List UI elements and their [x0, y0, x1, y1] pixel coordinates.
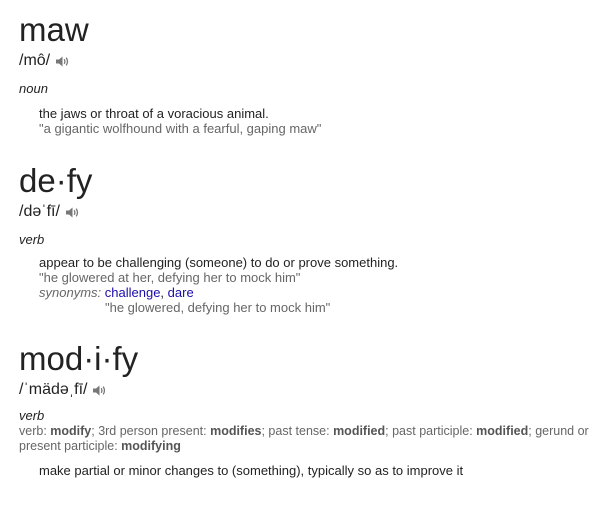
- synonym-separator: ,: [160, 285, 165, 300]
- pronunciation-row: [19, 202, 605, 222]
- form-value: modifying: [121, 439, 181, 453]
- entry-modify: [19, 341, 605, 478]
- form-label: ; past tense:: [261, 424, 334, 438]
- form-value: modified: [333, 424, 386, 438]
- example: "a gigantic wolfhound with a fearful, gaping maw": [39, 121, 322, 136]
- pronunciation: /ˈmädəˌfī/: [19, 381, 88, 398]
- part-of-speech: verb: [19, 232, 45, 247]
- part-of-speech: verb: [19, 408, 45, 423]
- definition: appear to be challenging (someone) to do or prove something.: [39, 255, 399, 270]
- headword: maw: [19, 11, 89, 48]
- entry-defy: [19, 163, 605, 315]
- definition: the jaws or throat of a voracious animal.: [39, 106, 269, 121]
- pronunciation-row: [19, 380, 605, 400]
- pronunciation: /dəˈfī/: [19, 203, 60, 220]
- form-label: verb:: [19, 424, 51, 438]
- form-label: ; gerund or present participle:: [19, 424, 589, 453]
- form-label: ; 3rd person present:: [91, 424, 211, 438]
- form-value: modified: [476, 424, 529, 438]
- entry-maw: [19, 12, 605, 136]
- headword: de·fy: [19, 162, 93, 199]
- pronunciation-row: [19, 51, 605, 71]
- synonym-link-dare[interactable]: dare: [167, 285, 194, 300]
- pronunciation: /mô/: [19, 52, 51, 69]
- headword: mod·i·fy: [19, 340, 139, 377]
- form-value: modify: [50, 424, 92, 438]
- speaker-icon[interactable]: [92, 384, 107, 397]
- speaker-icon[interactable]: [55, 55, 70, 68]
- synonym-example: "he glowered, defying her to mock him": [105, 300, 331, 315]
- definition: make partial or minor changes to (something), typically so as to improve it: [39, 463, 464, 478]
- synonym-link-challenge[interactable]: challenge: [104, 285, 161, 300]
- verb-forms: [19, 424, 605, 454]
- synonyms-label: synonyms:: [39, 285, 102, 300]
- synonyms-row: [39, 285, 605, 300]
- speaker-icon[interactable]: [65, 206, 80, 219]
- form-value: modifies: [210, 424, 262, 438]
- form-label: ; past participle:: [385, 424, 477, 438]
- part-of-speech: noun: [19, 81, 48, 96]
- example: "he glowered at her, defying her to mock him": [39, 270, 301, 285]
